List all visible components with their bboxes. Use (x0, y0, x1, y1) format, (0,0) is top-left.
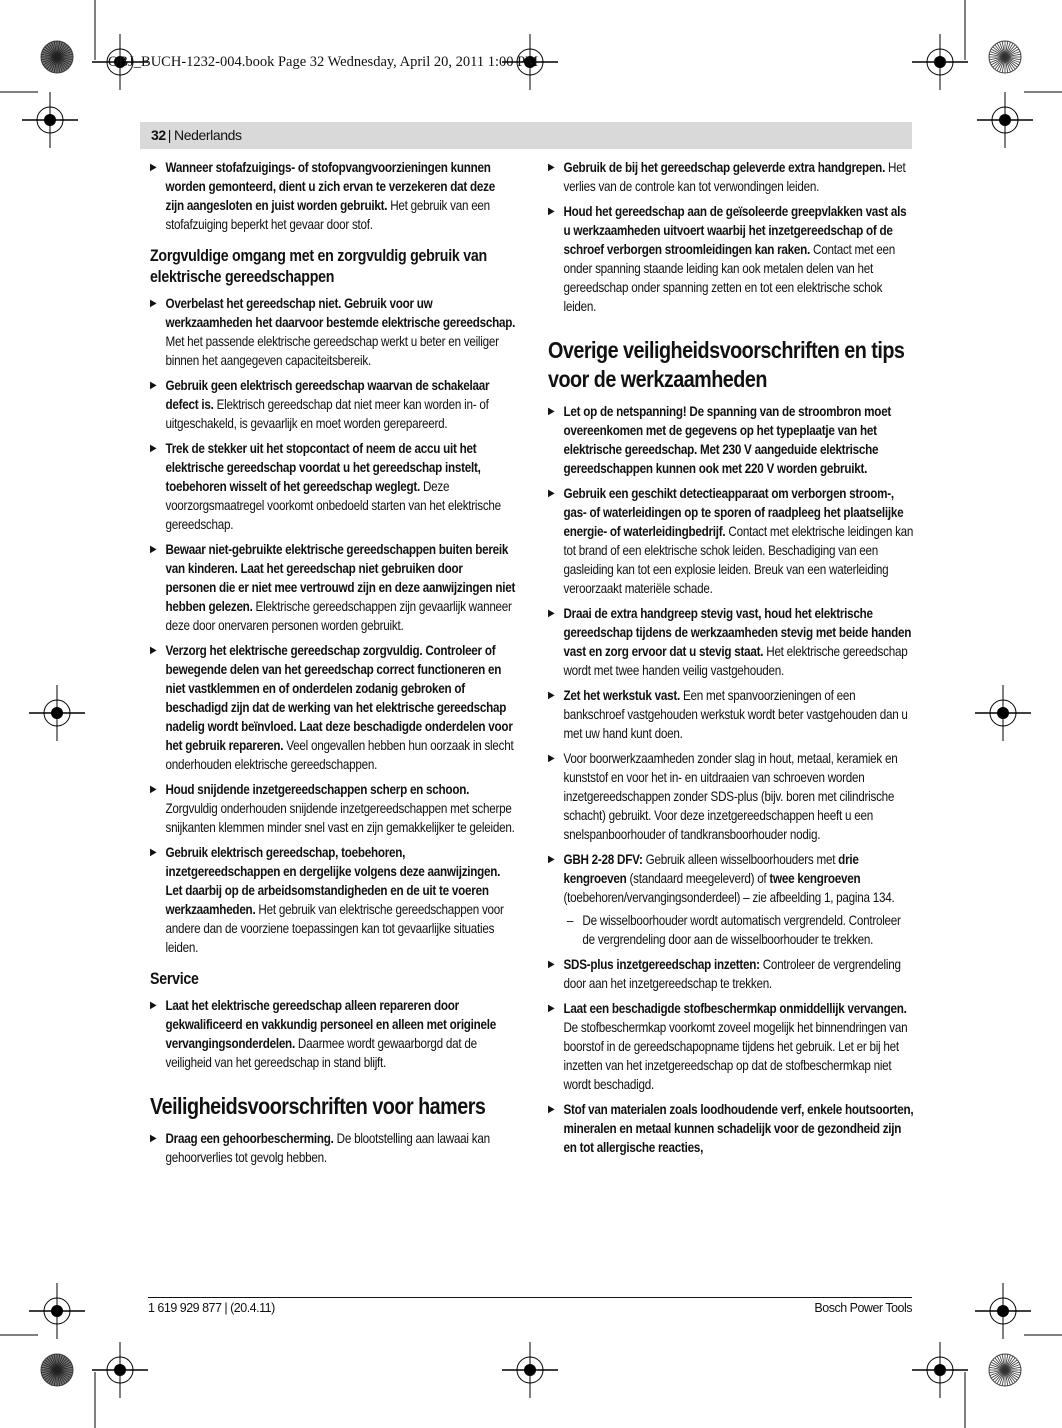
page-header-text (151, 127, 242, 143)
safety-instruction (548, 749, 914, 844)
safety-instruction (150, 294, 516, 370)
instruction-text: (toebehoren/vervangingsonderdeel) – zie afbeelding 1, pagina 134. (563, 890, 895, 905)
footer-rule (148, 1297, 912, 1298)
safety-instruction (150, 996, 516, 1072)
instruction-text: Veel ongevallen hebben hun oorzaak in slecht onderhouden elektrische gereedschappen. (165, 738, 514, 772)
instruction-text: Deze voorzorgsmaatregel voorkomt onbedoeld starten van het elektrische gereedschap. (165, 479, 501, 532)
color-bar-starburst-icon (41, 41, 73, 73)
section-heading: Overige veiligheidsvoorschriften en tips voor de werkzaamheden (548, 337, 905, 392)
safety-instruction (150, 158, 516, 234)
instruction-emphasis: Let op de netspanning! De spanning van de stroombron moet overeenkomen met de gegevens op het typeplaatje van het elektrische gereedschap. Met 230 V aangeduide elektrische gereedschappen kunnen ook met 220 V worden gebruikt. (563, 404, 892, 476)
registration-crosshair-icon (912, 34, 968, 90)
subsection-heading: Service (150, 970, 199, 988)
registration-crosshair-icon (29, 1283, 85, 1339)
instruction-emphasis: GBH 2-28 DFV: (563, 852, 643, 867)
safety-instruction (150, 540, 516, 635)
safety-instruction (150, 780, 516, 837)
bullet-arrow-icon: ▶ (150, 784, 157, 795)
instruction-text: (standaard meegeleverd) of (626, 871, 770, 886)
dash-marker: – (566, 913, 574, 928)
instruction-emphasis: Gebruik een geschikt detectieapparaat om verborgen stroom-, gas- of waterleidingen op te sporen of raadpleeg het plaatselijke energie- of waterleidingbedrijf. (563, 486, 904, 539)
instruction-text: Daarmee wordt gewaarborgd dat de veiligheid van het gereedschap in stand blijft. (165, 1036, 477, 1070)
instruction-text: Elektrische gereedschappen zijn gevaarlijk wanneer deze door onervaren personen worden gebruikt. (165, 599, 512, 633)
color-bar-starburst-icon (41, 1354, 73, 1386)
safety-instruction (150, 376, 516, 433)
safety-instruction (150, 843, 516, 957)
instruction-emphasis: Houd het gereedschap aan de geïsoleerde greepvlakken vast als u werkzaamheden uitvoert waarbij het inzetgereedschap of de schroef verborgen stroomleidingen kan raken. (563, 204, 907, 257)
header-language: Nederlands (174, 127, 242, 143)
instruction-text: Voor boorwerkzaamheden zonder slag in hout, metaal, keramiek en kunststof en voor het in- en uitdraaien van schroeven worden inzetgereedschappen zonder SDS-plus (bijv. boren met cilindrische schacht) gebruikt. Voor deze inzetgereedschappen heeft u een snelspanboorhouder of tandkransboorhouder nodig. (563, 751, 898, 842)
instruction-emphasis: drie kengroeven (563, 852, 859, 886)
instruction-emphasis: Draag een gehoorbescherming. (165, 1131, 334, 1146)
safety-instruction (548, 686, 914, 743)
bullet-arrow-icon: ▶ (548, 162, 555, 173)
instruction-emphasis: Draai de extra handgreep stevig vast, houd het elektrische gereedschap tijdens de werkzaamheden stevig met beide handen vast en zorg ervoor dat u stevig staat. (563, 606, 912, 659)
safety-instruction (548, 402, 914, 478)
instruction-emphasis: Overbelast het gereedschap niet. Gebruik voor uw werkzaamheden het daarvoor bestemde elektrische gereedschap. (165, 296, 516, 330)
registration-crosshair-icon (29, 685, 85, 741)
sub-instruction-text: De wisselboorhouder wordt automatisch vergrendeld. Controleer de vergrendeling door aan de wisselboorhouder te trekken. (582, 913, 901, 947)
safety-instruction (548, 1100, 914, 1157)
safety-instruction (548, 999, 914, 1094)
bullet-arrow-icon: ▶ (548, 488, 555, 499)
instruction-text: Een met spanvoorzieningen of een bankschroef vastgehouden werkstuk wordt beter vastgehouden dan u met uw hand kunt doen. (563, 688, 908, 741)
instruction-text: Het gebruik van elektrische gereedschappen voor andere dan de voorziene toepassingen kan tot gevaarlijke situaties leiden. (165, 902, 504, 955)
page-number: 32 (151, 127, 166, 143)
instruction-text: De blootstelling aan lawaai kan gehoorverlies tot gevolg hebben. (165, 1131, 490, 1165)
instruction-emphasis: Gebruik geen elektrisch gereedschap waarvan de schakelaar defect is. (165, 378, 490, 412)
bullet-arrow-icon: ▶ (150, 1133, 157, 1144)
instruction-emphasis: Gebruik de bij het gereedschap geleverde extra handgrepen. (563, 160, 886, 175)
instruction-text: De stofbeschermkap voorkomt zoveel mogelijk het binnendringen van boorstof in de gereedschapopname tijdens het gebruik. Let er bij het inzetten van het inzetgereedschap op dat de stofbeschermkap niet wordt beschadigd. (563, 1020, 908, 1092)
safety-instruction (548, 955, 914, 993)
safety-instruction (548, 158, 914, 196)
instruction-emphasis: Laat het elektrische gereedschap alleen repareren door gekwalificeerd en vakkundig personeel en alleen met originele vervangingsonderdelen. (165, 998, 497, 1051)
instruction-emphasis: Bewaar niet-gebruikte elektrische gereedschappen buiten bereik van kinderen. Laat het gereedschap niet gebruiken door personen die er niet mee vertrouwd zijn en deze aanwijzingen niet hebben gelezen. (165, 542, 516, 614)
registration-crosshair-icon (22, 92, 78, 148)
bullet-arrow-icon: ▶ (150, 645, 157, 656)
bullet-arrow-icon: ▶ (548, 1104, 555, 1115)
bullet-arrow-icon: ▶ (548, 854, 555, 865)
instruction-emphasis: Trek de stekker uit het stopcontact of neem de accu uit het elektrische gereedschap voordat u het gereedschap instelt, toebehoren wisselt of het gereedschap weglegt. (165, 441, 481, 494)
safety-instruction (548, 850, 914, 907)
bullet-arrow-icon: ▶ (150, 443, 157, 454)
instruction-emphasis: Verzorg het elektrische gereedschap zorgvuldig. Controleer of bewegende delen van het gereedschap correct functioneren en niet vastklemmen en of onderdelen zodanig gebroken of beschadigd zijn dat de werking van het elektrische gereedschap nadelig wordt beïnvloed. Laat deze beschadigde onderdelen voor het gebruik repareren. (165, 643, 513, 753)
instruction-text: Zorgvuldig onderhouden snijdende inzetgereedschappen met scherpe snijkanten klemmen minder snel vast en zijn gemakkelijker te geleiden. (165, 801, 515, 835)
footer-document-number: 1 619 929 877 | (20.4.11) (148, 1301, 275, 1315)
instruction-text: Contact met een onder spanning staande leiding kan ook metalen delen van het gereedschap onder spanning zetten en tot een elektrische schok leiden. (563, 242, 895, 314)
instruction-emphasis: Wanneer stofafzuigings- of stofopvangvoorzieningen kunnen worden gemonteerd, dient u zich ervan te verzekeren dat deze zijn aangesloten en juist worden gebruikt. (165, 160, 495, 213)
safety-instruction (548, 604, 914, 680)
color-bar-starburst-icon (989, 1354, 1021, 1386)
bullet-arrow-icon: ▶ (150, 162, 157, 173)
bullet-arrow-icon: ▶ (548, 1003, 555, 1014)
instruction-text: Het verlies van de controle kan tot verwondingen leiden. (563, 160, 906, 194)
instruction-text: Met het passende elektrische gereedschap werkt u beter en veiliger binnen het aangegeven capaciteitsbereik. (165, 334, 499, 368)
registration-crosshair-icon (502, 1342, 558, 1398)
bullet-arrow-icon: ▶ (150, 380, 157, 391)
bullet-arrow-icon: ▶ (150, 544, 157, 555)
print-info-line: OBJ_BUCH-1232-004.book Page 32 Wednesday, April 20, 2011 1:00 PM (108, 54, 539, 70)
bullet-arrow-icon: ▶ (548, 690, 555, 701)
registration-crosshair-icon (975, 1283, 1031, 1339)
bullet-arrow-icon: ▶ (548, 753, 555, 764)
instruction-emphasis: Gebruik elektrisch gereedschap, toebehoren, inzetgereedschappen en dergelijke volgens deze aanwijzingen. Let daarbij op de arbeidsomstandigheden en de uit te voeren werkzaamheden. (165, 845, 501, 917)
instruction-emphasis: Zet het werkstuk vast. (563, 688, 680, 703)
page-header-bar (140, 122, 912, 149)
section-heading: Veiligheidsvoorschriften voor hamers (150, 1093, 486, 1119)
instruction-emphasis: SDS-plus inzetgereedschap inzetten: (563, 957, 760, 972)
instruction-text: Het elektrische gereedschap wordt met twee handen veilig vastgehouden. (563, 644, 908, 678)
header-separator: | (167, 127, 172, 143)
safety-instruction (150, 439, 516, 534)
registration-crosshair-icon (92, 1342, 148, 1398)
instruction-emphasis: twee kengroeven (769, 871, 861, 886)
instruction-text: Gebruik alleen wisselboorhouders met (642, 852, 839, 867)
bullet-arrow-icon: ▶ (548, 206, 555, 217)
instruction-text: Controleer de vergrendeling door aan het inzetgereedschap te trekken. (563, 957, 901, 991)
safety-instruction (150, 641, 516, 774)
left-column (150, 158, 516, 1173)
registration-crosshair-icon (977, 92, 1033, 148)
registration-crosshair-icon (912, 1342, 968, 1398)
instruction-emphasis: Stof van materialen zoals loodhoudende verf, enkele houtsoorten, mineralen en metaal kunnen schadelijk voor de gezondheid zijn en tot allergische reacties, (563, 1102, 914, 1155)
bullet-arrow-icon: ▶ (548, 959, 555, 970)
registration-crosshair-icon (975, 685, 1031, 741)
safety-instruction (548, 202, 914, 316)
instruction-emphasis: Houd snijdende inzetgereedschappen scherp en schoon. (165, 782, 470, 797)
color-bar-starburst-icon (989, 41, 1021, 73)
safety-instruction (150, 1129, 516, 1167)
footer-brand: Bosch Power Tools (814, 1301, 912, 1315)
bullet-arrow-icon: ▶ (150, 847, 157, 858)
subsection-heading: Zorgvuldige omgang met en zorgvuldig gebruik van elektrische gereedschappen (150, 247, 487, 286)
instruction-text: Het gebruik van een stofafzuiging beperkt het gevaar door stof. (165, 198, 490, 232)
bullet-arrow-icon: ▶ (150, 1000, 157, 1011)
instruction-text: Contact met elektrische leidingen kan tot brand of een elektrische schok leiden. Beschadiging van een gasleiding kan tot een explosie leiden. Breuk van een waterleiding veroorzaakt materiële schade. (563, 524, 914, 596)
bullet-arrow-icon: ▶ (548, 406, 555, 417)
right-column (548, 158, 914, 1163)
sub-instruction (548, 911, 914, 949)
instruction-emphasis: Laat een beschadigde stofbeschermkap onmiddellijk vervangen. (563, 1001, 907, 1016)
bullet-arrow-icon: ▶ (150, 298, 157, 309)
instruction-text: Elektrisch gereedschap dat niet meer kan worden in- of uitgeschakeld, is gevaarlijk en moet worden gerepareerd. (165, 397, 489, 431)
bullet-arrow-icon: ▶ (548, 608, 555, 619)
safety-instruction (548, 484, 914, 598)
